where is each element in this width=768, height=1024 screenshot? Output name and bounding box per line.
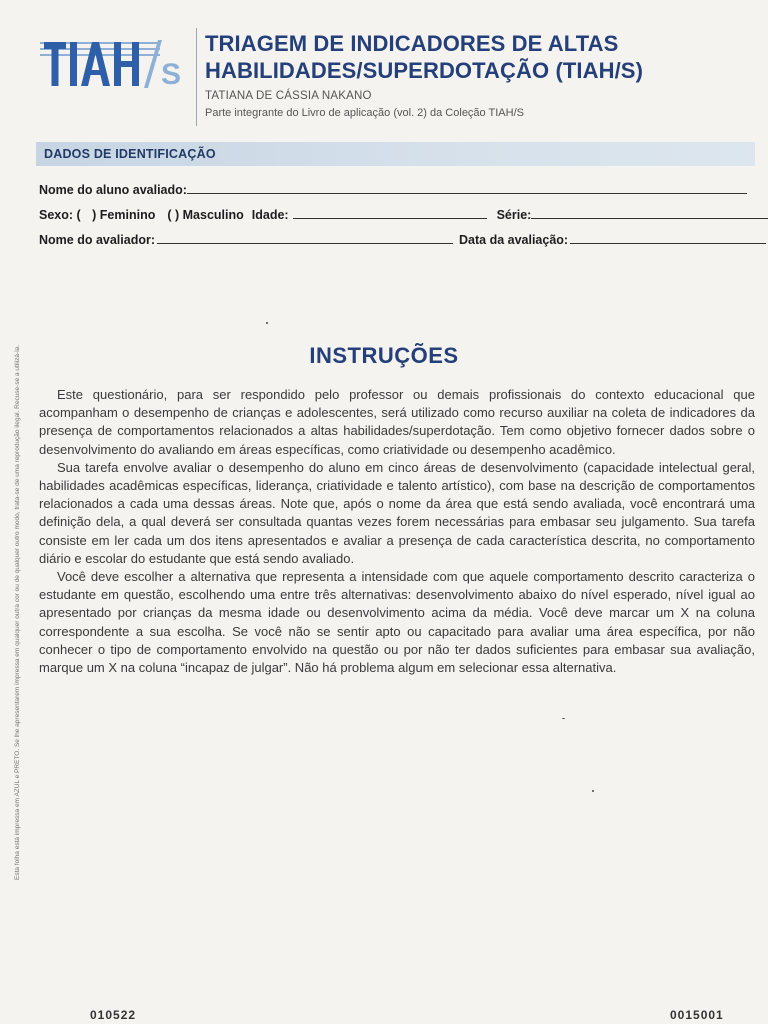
instructions-paragraph-1: Este questionário, para ser respondido pelo professor ou demais profissionais do contexto educacional que acompanham o desempenho de crianças e adolescentes, será utilizado como recurso auxiliar na coleta de indicadores da presença de comportamentos relacionados a altas habilidades/superdotação. Tem como objetivo fornecer dados sobre o desenvolvimento do avaliando em áreas específicas, como criatividade ou desempenho acadêmico. <box>39 387 755 457</box>
author-name: TATIANA DE CÁSSIA NAKANO <box>205 90 372 102</box>
document-subtitle: Parte integrante do Livro de aplicação (vol. 2) da Coleção TIAH/S <box>205 107 524 119</box>
date-label: Data da avaliação: <box>459 233 569 247</box>
header-divider <box>196 28 197 126</box>
grade-label: Série: <box>496 208 532 222</box>
instructions-title: INSTRUÇÕES <box>309 343 459 368</box>
date-field[interactable] <box>570 231 766 244</box>
identification-section-label: DADOS DE IDENTIFICAÇÃO <box>44 147 216 161</box>
age-label: Idade: <box>251 208 289 222</box>
female-option[interactable]: ) Feminino <box>88 208 156 222</box>
document-title <box>205 30 745 84</box>
grade-field[interactable] <box>531 206 768 219</box>
evaluator-field[interactable] <box>157 231 453 244</box>
title-line-2: HABILIDADES/SUPERDOTAÇÃO (TIAH/S) <box>205 58 644 83</box>
sex-age-grade-row <box>39 206 768 222</box>
age-field[interactable] <box>293 206 487 219</box>
student-name-label: Nome do aluno avaliado: <box>39 183 187 197</box>
instructions-body <box>39 386 755 677</box>
student-name-field[interactable] <box>187 181 747 194</box>
student-name-row <box>39 181 747 197</box>
paper-speck <box>562 718 565 719</box>
evaluator-date-row <box>39 231 766 247</box>
sex-label: Sexo: ( <box>39 208 81 222</box>
paper-speck <box>266 322 268 324</box>
instructions-paragraph-2: Sua tarefa envolve avaliar o desempenho do aluno em cinco áreas de desenvolvimento (capacidade intelectual geral, habilidades acadêmicas específicas, liderança, criatividade e talento artístico), com base na descrição de comportamentos relacionados a cada uma dessas áreas. Note que, após o nome da área que está sendo avaliada, você encontrará uma definição dela, a qual deverá ser consultada quantas vezes forem necessárias para embasar seu julgamento. Sua tarefa consiste em ler cada um dos itens apresentados e avaliar a presença de cada característica descrita, no comportamento diário e escolar do estudante que está sendo avaliado. <box>39 459 755 566</box>
paper-speck <box>592 790 594 792</box>
evaluator-label: Nome do avaliador: <box>39 233 155 247</box>
svg-text:S: S <box>161 58 182 90</box>
title-line-1: TRIAGEM DE INDICADORES DE ALTAS <box>205 31 619 56</box>
footer-code-left: 010522 <box>90 1008 137 1022</box>
male-prefix: ( <box>167 208 172 222</box>
identification-section-bar <box>36 142 755 166</box>
instructions-paragraph-3: Você deve escolher a alternativa que representa a intensidade com que aquele comportamento descrito caracteriza o estudante em questão, escolhendo uma entre três alternativas: desenvolvimento abaixo do nível esperado, nível igual ao apresentado por crianças da mesma idade ou desenvolvimento acima da média. Você deve marcar um X na coluna correspondente a sua escolha. Se você não se sentir apto ou capacitado para avaliar uma área específica, por não conhecer o tipo de comportamento envolvido na questão ou por não ter dados suficientes para embasar sua avaliação, marque um X na coluna “incapaz de julgar”. Não há problema algum em selecionar essa alternativa. <box>39 569 755 676</box>
footer-code-right: 0015001 <box>670 1008 724 1022</box>
copy-protection-note: Esta folha está impressa em AZUL e PRETO. Se lhe apresentarem impressa em qualquer outra cor ou de qualquer outro modo, trata-se de uma reprodução ilegal. Recuse-se a utilizá-la. <box>14 344 21 880</box>
male-option[interactable]: ) Masculino <box>171 208 244 222</box>
tiahs-logo <box>40 38 192 90</box>
